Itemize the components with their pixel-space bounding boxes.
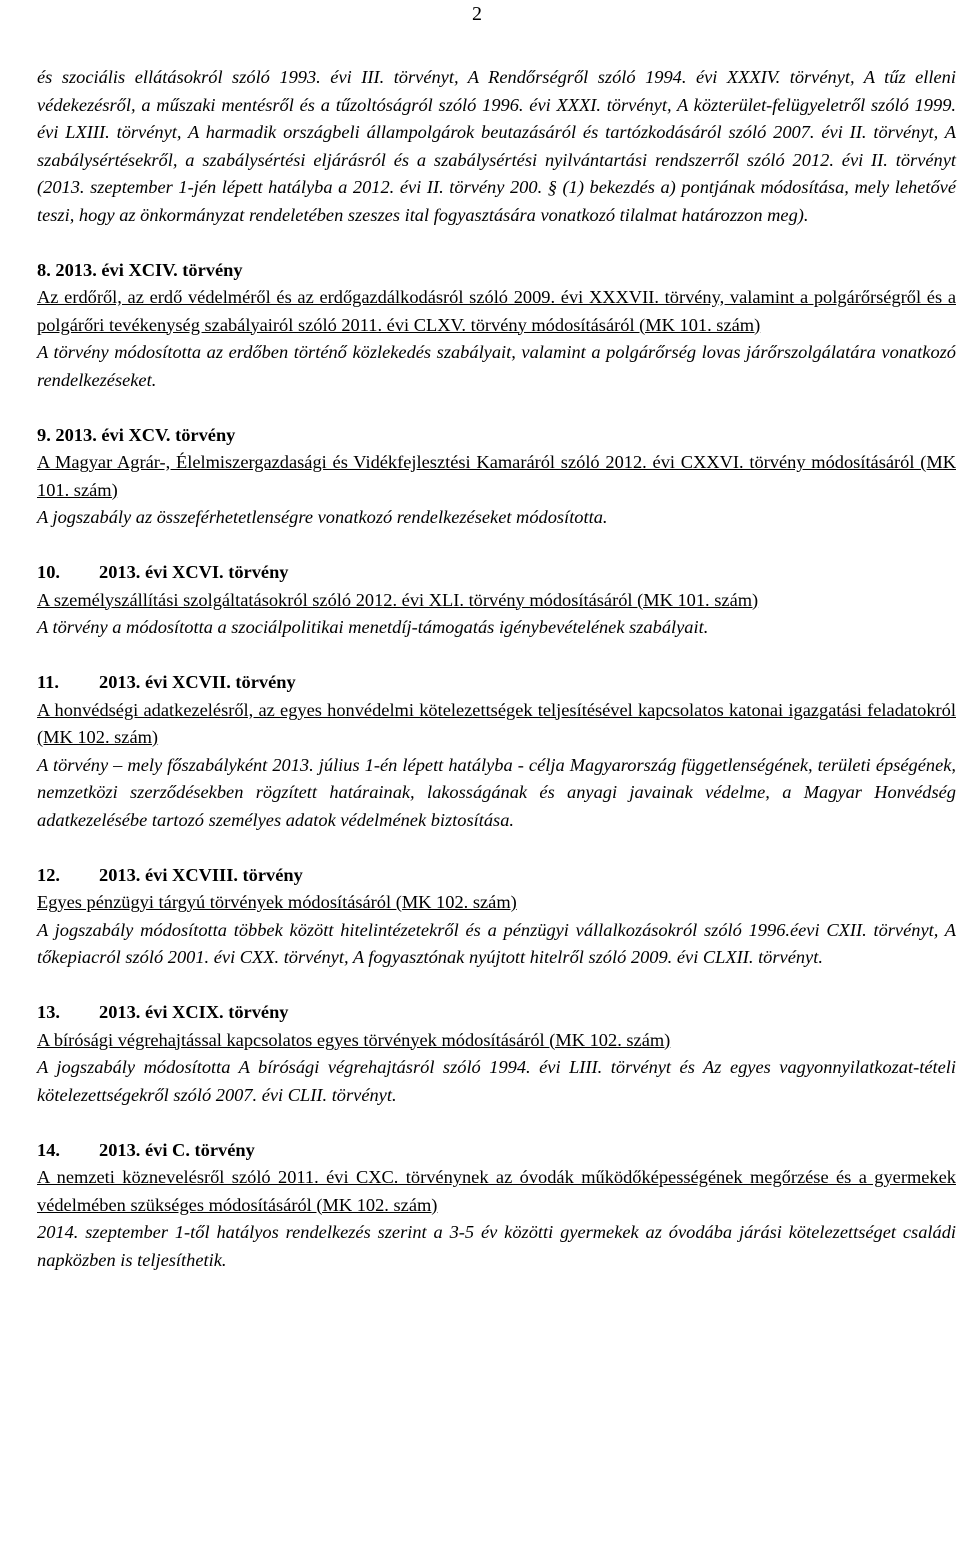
entry-number: 12.	[37, 864, 60, 885]
act-title: A személyszállítási szolgáltatásokról szóló 2012. évi XLI. törvény módosításáról (MK 101. szám)	[37, 589, 759, 610]
act-title: A bírósági végrehajtással kapcsolatos egyes törvények módosításáról (MK 102. szám)	[37, 1029, 671, 1050]
summary-text: A jogszabály az összeférhetetlenségre vonatkozó rendelkezéseket módosította.	[37, 507, 608, 527]
entry-heading	[37, 559, 956, 587]
act-title: A honvédségi adatkezelésről, az egyes honvédelmi kötelezettségek teljesítésével kapcsolatos katonai igazgatási feladatokról (MK 102. szám)	[37, 699, 956, 747]
summary-text: A jogszabály módosította A bírósági végrehajtásról szóló 1994. évi LIII. törvényt és Az egyes vagyonnyilatkozat-tételi kötelezettségekről szóló 2007. évi CLII. törvényt.	[37, 1057, 956, 1105]
entry-number: 11.	[37, 672, 59, 692]
summary-text: A törvény – mely főszabályként 2013. július 1-én lépett hatályba - célja Magyarország függetlenségének, területi épségének, nemzetközi szerződésekben rögzített határainak, lakosságának és anyagi javainak védelme, a Magyar Honvédség adatkezelésébe tartozó személyes adatok védelmének biztosítása.	[37, 754, 956, 830]
act-summary	[37, 339, 956, 394]
act-reference: 2013. évi XCVI. törvény	[99, 562, 289, 582]
entry-number: 14.	[37, 1139, 60, 1160]
entry-number: 9.	[37, 424, 51, 445]
law-entry-13	[37, 999, 956, 1109]
entry-heading	[37, 257, 956, 285]
law-entry-11	[37, 669, 956, 834]
summary-text: A törvény a módosította a szociálpolitikai menetdíj-támogatás igénybevételének szabályait.	[37, 617, 709, 637]
summary-text: A törvény módosította az erdőben történő közlekedés szabályait, valamint a polgárőrség lovas járőrszolgálatára vonatkozó rendelkezéseket.	[37, 342, 956, 390]
act-summary	[37, 1054, 956, 1109]
act-summary	[37, 917, 956, 972]
act-reference: 2013. évi XCVII. törvény	[99, 672, 296, 692]
act-reference: 2013. évi XCV. törvény	[55, 424, 236, 445]
act-reference: 2013. évi C. törvény	[99, 1139, 255, 1160]
intro-paragraph: és szociális ellátásokról szóló 1993. évi III. törvényt, A Rendőrségről szóló 1994. évi XXXIV. törvényt, A tűz elleni védekezésről, a műszaki mentésről és a tűzoltóságról szóló 1996. évi XXXI. törvényt, A közterület-felügyeletről szóló 1999. évi LXIII. törvényt, A harmadik országbeli állampolgárok beutazásáról és tartózkodásáról szóló 2007. évi II. törvényt, A szabálysértésekről, a szabálysértési eljárásról és a szabálysértési nyilvántartási rendszerről szóló 2012. évi II. törvényt (2013. szeptember 1-jén lépett hatályba a 2012. évi II. törvény 200. § (1) bekezdés a) pontjának módosítása, mely lehetővé teszi, hogy az önkormányzat rendeletében szeszes ital fogyasztására vonatkozó tilalmat határozzon meg).	[37, 67, 956, 225]
law-entry-14	[37, 1137, 956, 1275]
entry-number: 13.	[37, 1002, 60, 1022]
act-summary	[37, 1219, 956, 1274]
law-entry-9	[37, 422, 956, 532]
act-summary	[37, 504, 956, 532]
law-entry-12	[37, 862, 956, 972]
entry-heading	[37, 862, 956, 890]
entry-heading	[37, 1137, 956, 1165]
entry-number: 8.	[37, 259, 51, 280]
law-entry-10	[37, 559, 956, 642]
act-title: A Magyar Agrár-, Élelmiszergazdasági és Vidékfejlesztési Kamaráról szóló 2012. évi CXXVI. törvény módosításáról (MK 101. szám)	[37, 452, 956, 500]
entry-heading	[37, 669, 956, 697]
document-body	[37, 64, 956, 1274]
act-reference: 2013. évi XCVIII. törvény	[99, 864, 303, 885]
page-number: 2	[472, 3, 482, 25]
act-title: Egyes pénzügyi tárgyú törvények módosításáról (MK 102. szám)	[37, 892, 517, 912]
act-summary	[37, 752, 956, 835]
entry-number: 10.	[37, 562, 60, 582]
summary-text: A jogszabály módosította többek között hitelintézetekről és a pénzügyi vállalkozásokról szóló 1996.éevi CXII. törvényt, A tőkepiacról szóló 2001. évi CXX. törvényt, A fogyasztónak nyújtott hitelről szóló 2009. évi CLXII. törvényt.	[37, 919, 956, 967]
entry-heading	[37, 999, 956, 1027]
entry-heading	[37, 422, 956, 450]
law-entry-8	[37, 257, 956, 395]
act-title: Az erdőről, az erdő védelméről és az erdőgazdálkodásról szóló 2009. évi XXXVII. törvény, valamint a polgárőrségről és a polgárőri tevékenység szabályairól szóló 2011. évi CLXV. törvény módosításáról (MK 101. szám)	[37, 287, 956, 335]
act-reference: 2013. évi XCIV. törvény	[55, 259, 243, 280]
act-title: A nemzeti köznevelésről szóló 2011. évi CXC. törvénynek az óvodák működőképességének megőrzése és a gyermekek védelmében szükséges módosításáról (MK 102. szám)	[37, 1167, 956, 1215]
act-reference: 2013. évi XCIX. törvény	[99, 1002, 289, 1022]
summary-text: 2014. szeptember 1-től hatályos rendelkezés szerint a 3-5 év közötti gyermekek az óvodába járási kötelezettséget családi napközben is teljesíthetik.	[37, 1222, 956, 1270]
act-summary	[37, 614, 956, 642]
